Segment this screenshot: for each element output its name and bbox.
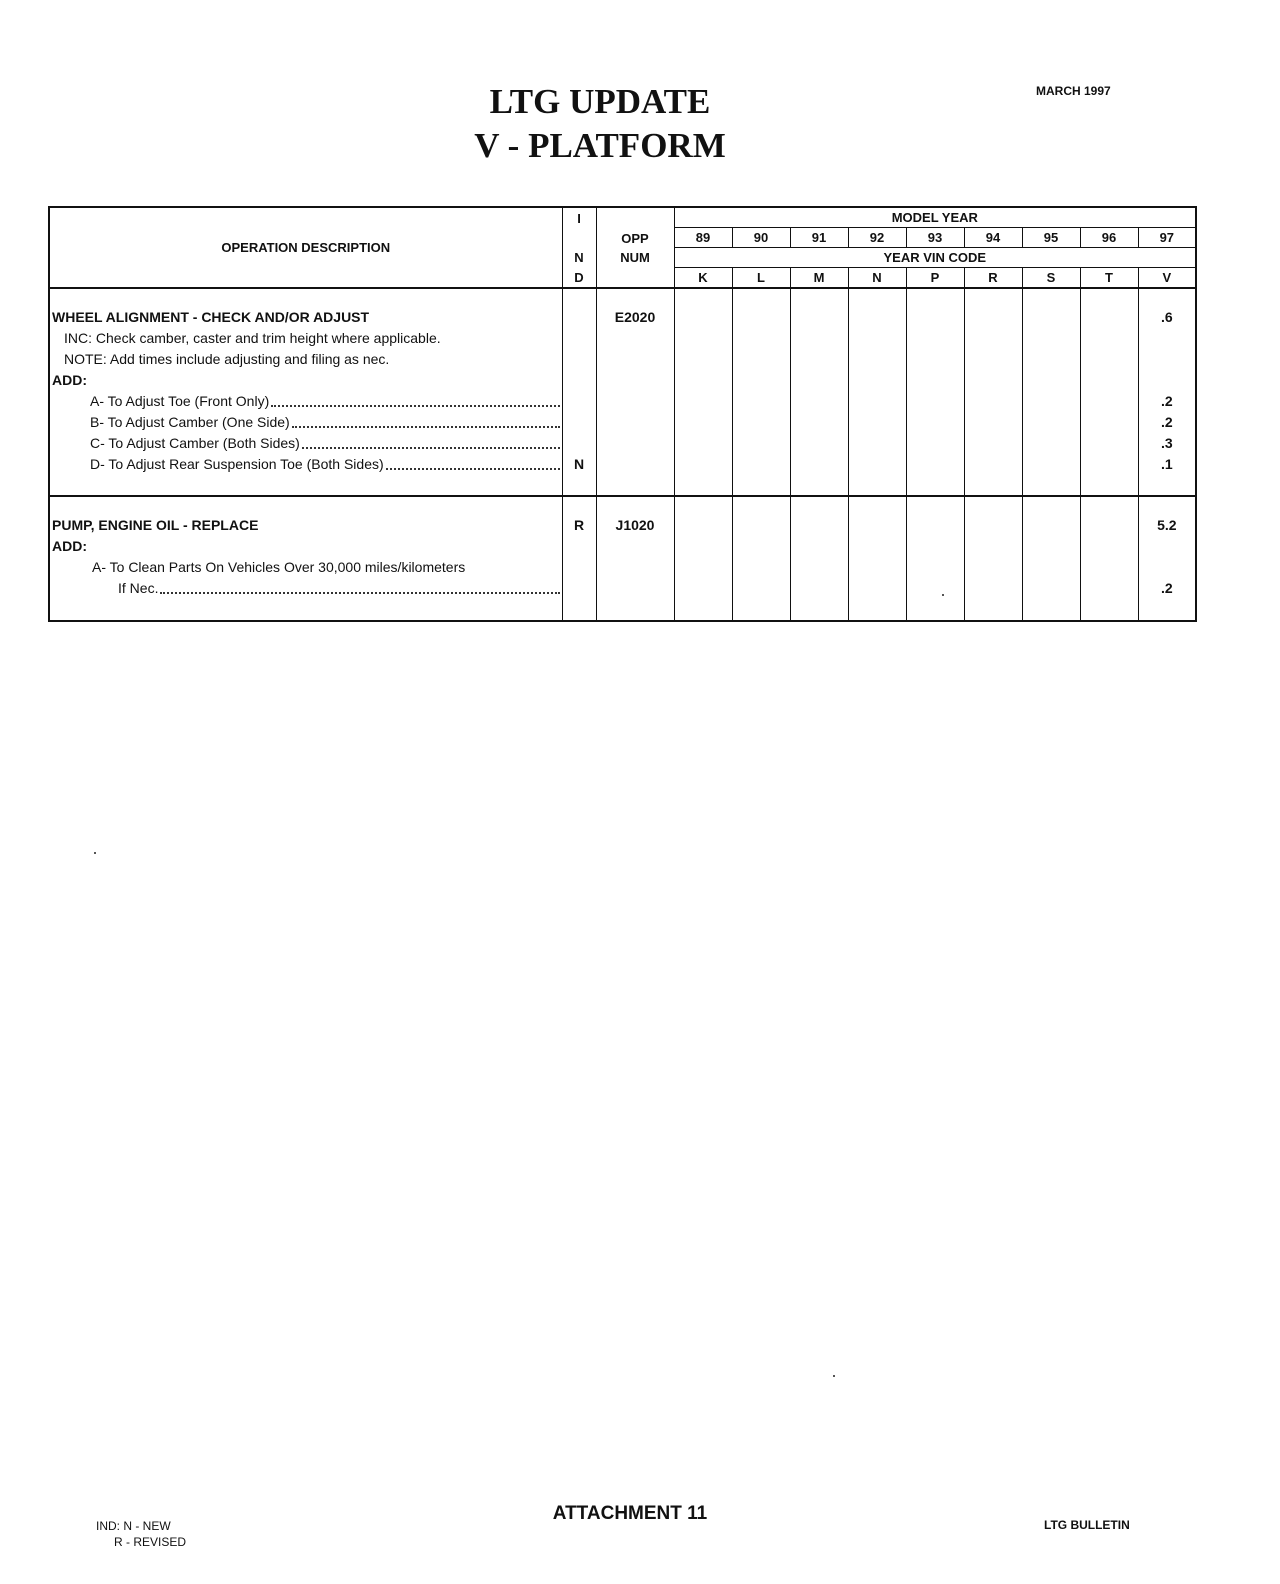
operation-note: NOTE: Add times include adjusting and filing as nec.	[64, 351, 390, 367]
add-item: A- To Clean Parts On Vehicles Over 30,000 miles/kilometers	[92, 559, 466, 575]
header-ind-n: N	[562, 248, 596, 268]
year-96: 96	[1080, 228, 1138, 248]
value-97-cell: 5.2 .2	[1138, 496, 1196, 621]
table-row	[49, 288, 1196, 496]
operation-description	[49, 288, 562, 496]
header-year-vin-code: YEAR VIN CODE	[674, 248, 1196, 268]
add-item: B- To Adjust Camber (One Side)	[52, 412, 562, 433]
add-item: A- To Adjust Toe (Front Only)	[52, 391, 562, 412]
operation-title: WHEEL ALIGNMENT - CHECK AND/OR ADJUST	[52, 309, 370, 325]
header-ind-i: I	[562, 207, 596, 228]
table-row	[49, 496, 1196, 621]
ind-cell: R	[562, 496, 596, 621]
header-opp-num: OPP NUM	[596, 207, 674, 288]
vin-k: K	[674, 268, 732, 289]
ind-cell: N	[562, 288, 596, 496]
header-model-year: MODEL YEAR	[674, 207, 1196, 228]
year-97: 97	[1138, 228, 1196, 248]
year-89: 89	[674, 228, 732, 248]
operation-title: PUMP, ENGINE OIL - REPLACE	[52, 517, 259, 533]
legend-revised: R - REVISED	[114, 1535, 187, 1549]
bulletin-label: LTG BULLETIN	[1044, 1518, 1130, 1532]
add-item-continued: If Nec.	[52, 578, 562, 599]
scan-speck	[94, 852, 96, 854]
scan-speck	[942, 594, 944, 596]
year-90: 90	[732, 228, 790, 248]
vin-p: P	[906, 268, 964, 289]
opp-num-cell: J1020	[596, 496, 674, 621]
value-97-cell: .6 .2 .2 .3 .1	[1138, 288, 1196, 496]
operation-inc: INC: Check camber, caster and trim height where applicable.	[64, 330, 441, 346]
add-label: ADD:	[52, 372, 87, 388]
operation-description	[49, 496, 562, 621]
year-91: 91	[790, 228, 848, 248]
page-title: LTG UPDATE	[489, 82, 711, 121]
vin-n: N	[848, 268, 906, 289]
document-date: MARCH 1997	[1036, 84, 1111, 98]
page-subtitle: V - PLATFORM	[474, 126, 726, 165]
vin-v: V	[1138, 268, 1196, 289]
vin-l: L	[732, 268, 790, 289]
vin-r: R	[964, 268, 1022, 289]
ind-legend	[96, 1518, 186, 1550]
year-95: 95	[1022, 228, 1080, 248]
add-item: C- To Adjust Camber (Both Sides)	[52, 433, 562, 454]
add-label: ADD:	[52, 538, 87, 554]
scan-speck	[833, 1375, 835, 1377]
year-94: 94	[964, 228, 1022, 248]
opp-num-cell: E2020	[596, 288, 674, 496]
vin-s: S	[1022, 268, 1080, 289]
add-item: D- To Adjust Rear Suspension Toe (Both Sides)	[52, 454, 562, 475]
year-92: 92	[848, 228, 906, 248]
attachment-label: ATTACHMENT 11	[552, 1503, 708, 1524]
header-ind-n-spacer	[562, 228, 596, 248]
header-ind-d: D	[562, 268, 596, 289]
legend-new: IND: N - NEW	[96, 1519, 171, 1533]
year-93: 93	[906, 228, 964, 248]
vin-t: T	[1080, 268, 1138, 289]
vin-m: M	[790, 268, 848, 289]
labor-time-table	[48, 206, 1197, 622]
header-operation-description: OPERATION DESCRIPTION	[49, 207, 562, 288]
